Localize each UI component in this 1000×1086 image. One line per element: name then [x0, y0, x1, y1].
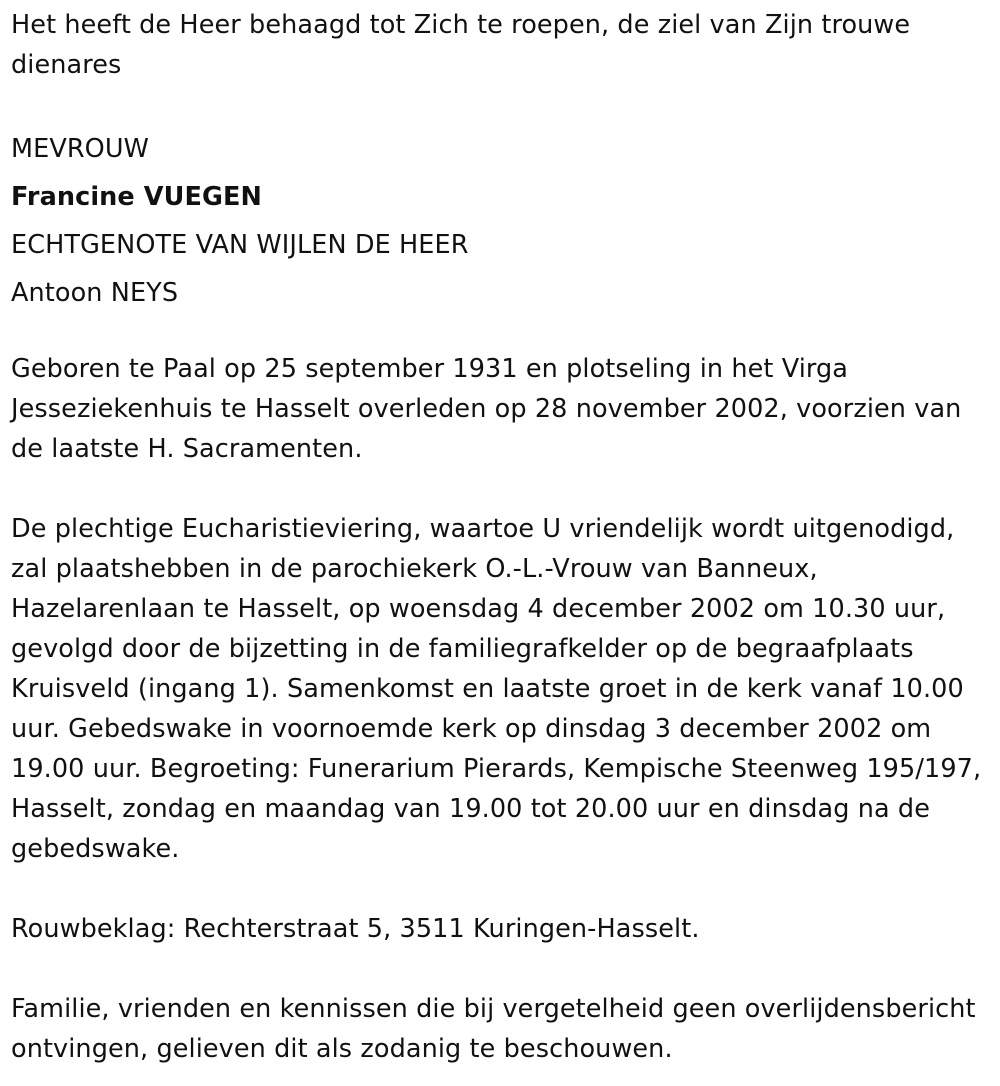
condolence-address: Rouwbeklag: Rechterstraat 5, 3511 Kuringen-Hasselt. [11, 914, 700, 944]
spouse-name: Antoon NEYS [11, 278, 179, 308]
deceased-name: Francine VUEGEN [11, 182, 262, 212]
ceremony-paragraph: De plechtige Eucharistieviering, waartoe U vriendelijk wordt uitgenodigd, zal plaatshebben in de parochiekerk O.-L.-Vrouw van Banneux, Hazelarenlaan te Hasselt, op woensdag 4 december 2002 om 10.30 uur, gevolgd door de bijzetting in de familiegrafkelder op de begraafplaats Kruisveld (ingang 1). Samenkomst en laatste groet in de kerk vanaf 10.00 uur. Gebedswake in voornoemde kerk op dinsdag 3 december 2002 om 19.00 uur. Begroeting: Funerarium Pierards, Kempische Steenweg 195/197, Hasselt, zondag en maandag van 19.00 tot 20.00 uur en dinsdag na de gebedswake. [11, 514, 982, 864]
birth-death-paragraph: Geboren te Paal op 25 september 1931 en plotseling in het Virga Jesseziekenhuis te Hasselt overleden op 28 november 2002, voorzien van de laatste H. Sacramenten. [11, 354, 962, 464]
title-prefix: MEVROUW [11, 134, 149, 164]
spouse-relation: ECHTGENOTE VAN WIJLEN DE HEER [11, 230, 469, 260]
obituary-document [11, 5, 993, 1069]
intro-text: Het heeft de Heer behaagd tot Zich te roepen, de ziel van Zijn trouwe dienares [11, 10, 911, 80]
closing-note: Familie, vrienden en kennissen die bij vergetelheid geen overlijdensbericht ontvingen, gelieven dit als zodanig te beschouwen. [11, 994, 976, 1064]
name-block [11, 125, 993, 317]
